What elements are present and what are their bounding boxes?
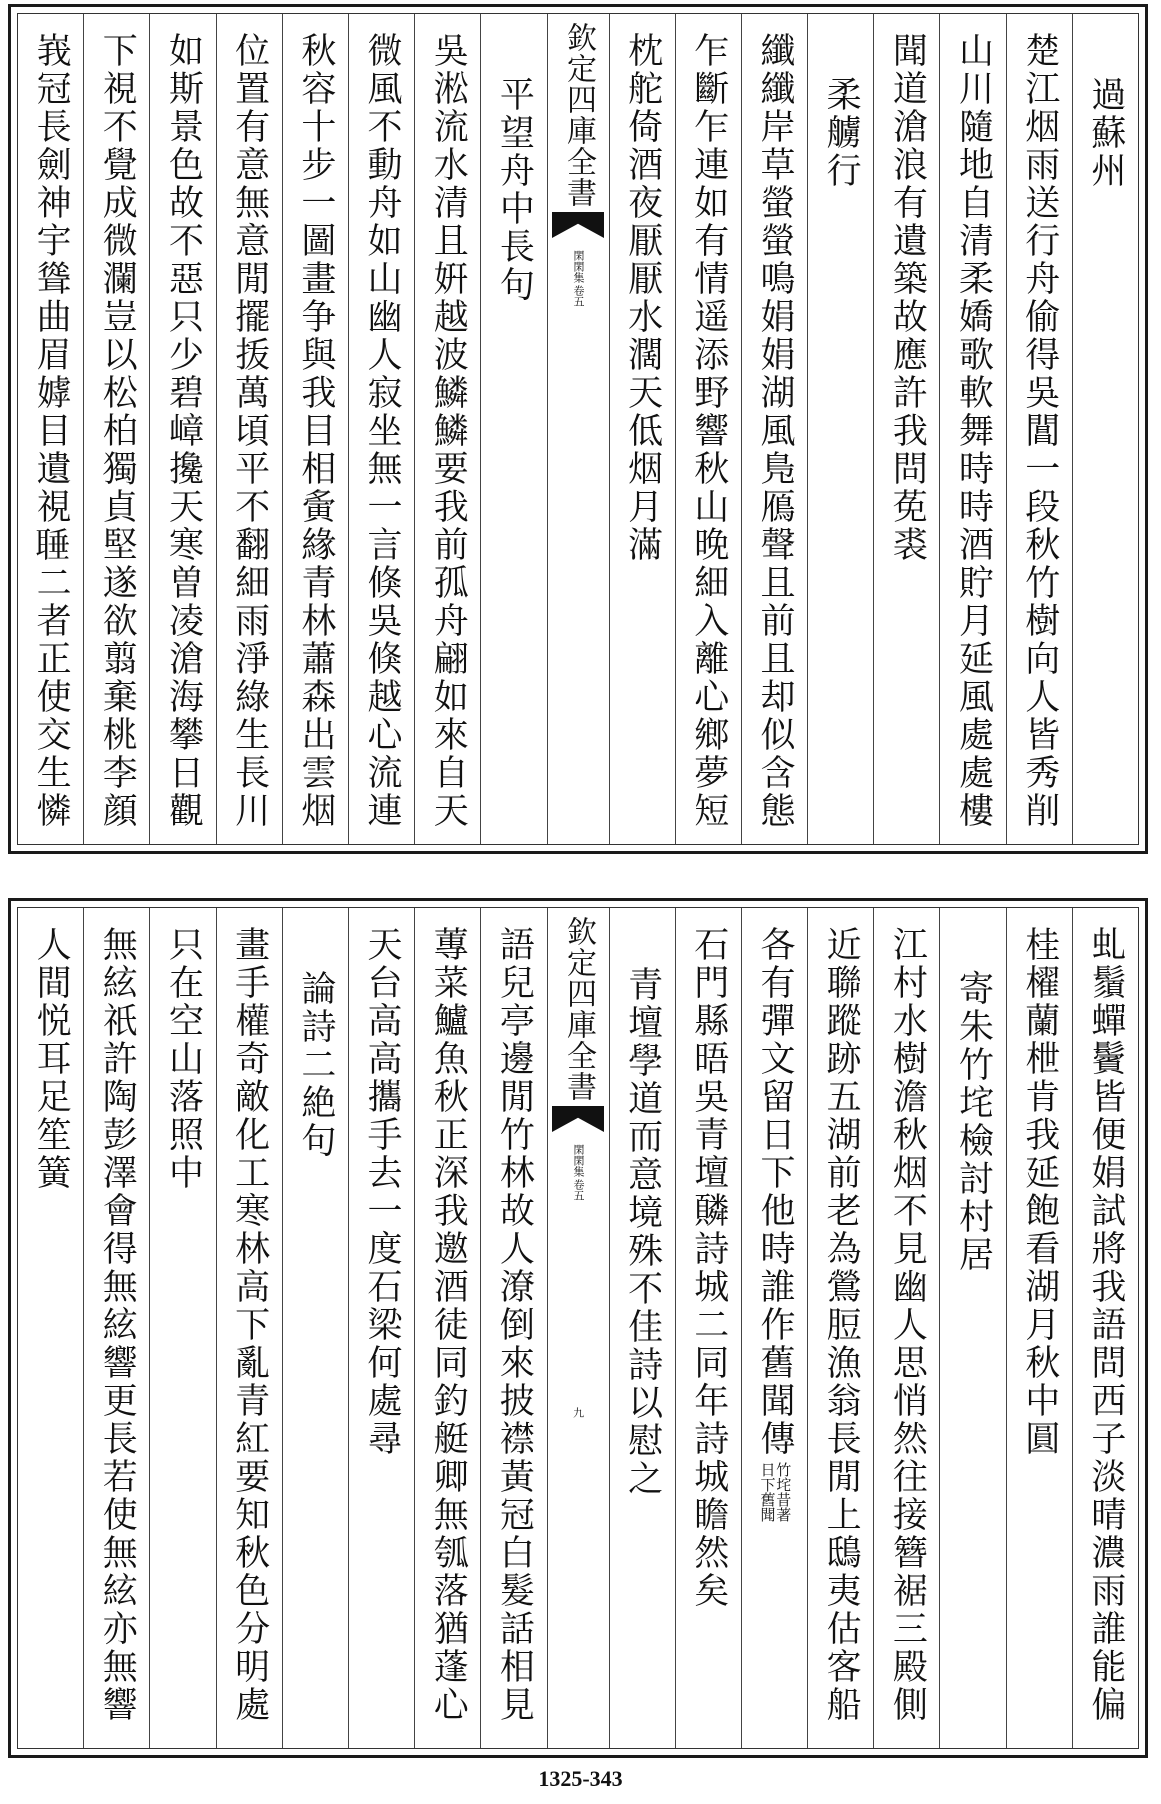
page-top [8, 4, 1148, 854]
column: 人間悦耳足笙簧 [31, 926, 72, 1192]
column: 峩冠長劍神宇聳曲眉嫭目遺視𦖋二者正使交生憐 [31, 32, 72, 830]
column: 聞道滄浪有遺築故應許我問莬裘 [873, 14, 939, 844]
column: 柔艣行 [807, 14, 873, 844]
column: 虬鬚蟬鬢皆便娟試將我語問西子淡晴濃雨誰能偏 [1072, 908, 1138, 1748]
column-text: 各有彈文留日下他時誰作舊聞傳 [754, 926, 795, 1458]
column: 吳淞流水清且姸越波鱗鱗要我前孤舟翩如來自天 [414, 14, 480, 844]
column: 論詩二絶句 [282, 908, 348, 1748]
column: 只在空山落照中 [149, 908, 215, 1748]
column: 位置有意無意閒擺㧞萬頃平不翻細雨淨綠生長川 [216, 14, 282, 844]
collection-name: 閑閑集 [572, 1144, 586, 1177]
column: 纖纖岸草螢螢鳴娟娟湖風鳬鴈聲且前且却似含態 [741, 14, 807, 844]
column: 近聯蹤跡五湖前老為鶯脰漁翁長閒上鴟夷估客船 [807, 908, 873, 1748]
column: 天台高高攜手去一度石梁何處尋 [348, 908, 414, 1748]
book-title: 欽定四庫全書 [561, 22, 596, 208]
column: 過蘇州 [1072, 14, 1138, 844]
fishtail-mark [552, 212, 604, 238]
column: 山川隨地自清柔嬌歌軟舞時時酒貯月延風處處樓 [939, 14, 1005, 844]
column: 楚江烟雨送行舟偷得吳閶一段秋竹樹向人皆秀削 [1006, 14, 1072, 844]
column: 青壇學道而意境殊不佳詩以慰之 [609, 908, 675, 1748]
collection-name: 閑閑集 [572, 250, 586, 283]
column: 平望舟中長句 [480, 14, 546, 844]
column: 如斯景色故不惡只少碧嶂攙天寒曽凌滄海攀日觀 [149, 14, 215, 844]
page-bottom [8, 898, 1148, 1758]
page-top-grid [17, 13, 1139, 845]
column: 枕舵倚酒夜厭厭水濶天低烟月滿 [609, 14, 675, 844]
column: 石門縣晤吳青壇䫰詩城二同年詩城瞻然矣 [675, 908, 741, 1748]
column: 下視不覺成微瀾豈以松柏獨貞堅遂欲翦棄桃李顔 [83, 14, 149, 844]
center-fold [547, 908, 609, 1748]
column: 畫手權奇敵化工寒林高下亂青紅要知秋色分明處 [216, 908, 282, 1748]
column: 桂櫂蘭枻肯我延飽看湖月秋中圓 [1006, 908, 1072, 1748]
catalog-number: 1325-343 [538, 1766, 623, 1791]
column: 微風不動舟如山幽人寂坐無一言倏吳倏越心流連 [348, 14, 414, 844]
interlinear-note [759, 1462, 791, 1522]
volume-label: 卷五 [572, 285, 586, 307]
column: 語兒亭邊閒竹林故人潦倒來披襟黃冠白髮話相見 [480, 908, 546, 1748]
column: 秋容十步一圖畫争與我目相夤緣青林蕭森出雲烟 [282, 14, 348, 844]
collection-label [572, 250, 584, 307]
note-line: 日下舊聞 [758, 1462, 777, 1522]
column-with-note [741, 908, 807, 1748]
book-title: 欽定四庫全書 [561, 916, 596, 1102]
volume-label: 卷五 [572, 1179, 586, 1201]
column: 江村水樹澹秋烟不見幽人思悄然往接簪裾三殿側 [873, 908, 939, 1748]
collection-label [572, 1144, 584, 1201]
column: 蓴菜鱸魚秋正深我邀酒徒同釣艇卿無瓠落猶蓬心 [414, 908, 480, 1748]
page-bottom-grid [17, 907, 1139, 1749]
center-fold [547, 14, 609, 844]
column: 乍斷乍連如有情遥添野響秋山晚細入離心鄉夢短 [675, 14, 741, 844]
fishtail-mark [552, 1106, 604, 1132]
leaf-number: 九 [571, 1407, 585, 1418]
note-line: 竹垞昔著 [774, 1462, 793, 1522]
column: 寄朱竹垞檢討村居 [939, 908, 1005, 1748]
column: 無絃祇許陶彭澤會得無絃響更長若使無絃亦無響 [83, 908, 149, 1748]
